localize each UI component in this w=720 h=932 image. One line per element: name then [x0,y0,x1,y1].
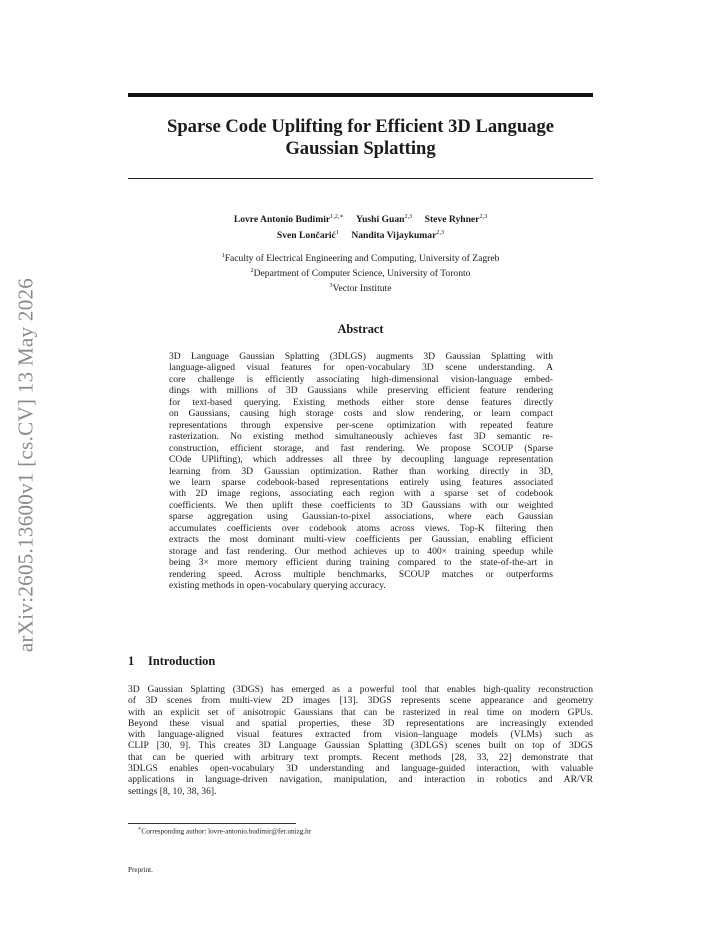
abstract-line: coefficients. We then uplift these coefficients to 3D Gaussians with our weighted [169,499,553,511]
abstract-line: rasterization. No existing method simultaneously achieves fast 3D semantic re- [169,431,553,443]
body-line: applications in language-driven navigation, manipulation, and interaction in robotics and AR/VR [128,774,593,786]
arxiv-stamp [4,250,48,680]
paper-title [128,116,593,160]
abstract-line: being 3× more memory efficient during training compared to the state-of-the-art in [169,557,553,569]
arxiv-stamp-text: arXiv:2605.13600v1 [cs.CV] 13 May 2026 [13,277,38,653]
abstract-line: extracts the most dominant multi-view coefficients per Gaussian, enabling efficient [169,534,553,546]
title-line: Sparse Code Uplifting for Efficient 3D Language [166,116,555,137]
abstract-line: 3D Language Gaussian Splatting (3DLGS) augments 3D Gaussian Splatting with [169,351,553,362]
abstract-line: learning from 3D Gaussian optimization. Rather than working directly in 3D, [169,465,553,477]
abstract-line: rendering speed. Across multiple benchmarks, SCOUP matches or outperforms [169,568,553,580]
body-line: with language-aligned visual features extracted from vision–language models (VLMs) such as [128,729,593,741]
title-top-rule [128,93,593,97]
author: Sven Lončarić$^1$ [276,229,339,242]
abstract-line: representations through expensive per-scene optimization with repeated feature [169,419,553,431]
body-line: of 3D scenes from multi-view 2D images [13]. 3DGS represents scene appearance and geometry [128,695,593,707]
author-row [128,210,593,226]
body-line: 3DLGS enables open-vocabulary 3D understanding and language-guided interaction, with valuable [128,763,593,775]
abstract-line: for text-based querying. Existing methods either store dense features directly [169,396,553,408]
abstract-line: storage and fast rendering. Our method achieves up to 400× training speedup while [169,545,553,557]
affiliation: $^3$Vector Institute [329,281,392,294]
section-heading [128,654,215,669]
abstract-body [169,351,553,592]
abstract-line: construction, efficient storage, and fast rendering. We propose SCOUP (Sparse [169,442,553,454]
body-line: with an explicit set of anisotropic Gaussians that can be rasterized in real time on modern GPUs. [128,706,593,718]
abstract-line: accumulates coefficients over codebook atoms across views. Top-K filtering then [169,522,553,534]
abstract-line: language-aligned visual features for open-vocabulary 3D scene understanding. A [169,362,553,374]
title-bottom-rule [128,178,593,179]
author: Yushi Guan$^{2,3}$ [356,213,413,226]
section-number: 1 [128,654,135,668]
title-line: Gaussian Splatting [285,138,436,159]
body-line: settings [8, 10, 38, 36]. [128,785,217,797]
abstract-line: dings with millions of 3D Gaussians while preserving efficient feature rendering [169,385,553,397]
footnote: ∗Corresponding author: lovre-antonio.budimir@fer.unizg.hr [138,827,312,836]
abstract-line: COde UPlifting), which addresses all three by decoupling language representation [169,454,553,466]
abstract-line: on Gaussians, causing high storage costs and slow rendering, or learn compact [169,408,553,420]
affiliation: $^1$Faculty of Electrical Engineering and Computing, University of Zagreb [221,252,500,265]
body-line: that can be queried with arbitrary text prompts. Recent methods [28, 33, 22] demonstrate that [128,751,593,763]
abstract-line: core challenge is efficiently associating high-dimensional vision-language embed- [169,373,553,385]
author-list [128,210,593,242]
affiliation: $^2$Department of Computer Science, University of Toronto [250,266,471,280]
preprint-label: Preprint. [128,866,153,874]
abstract-line: with 2D image regions, associating each region with a sparse set of codebook [169,488,553,500]
abstract-heading: Abstract [337,322,384,336]
body-line: Beyond these visual and spatial properties, these 3D representations are increasingly extended [128,717,593,729]
author: Steve Ryhner$^{2,3}$ [424,213,488,226]
body-line: 3D Gaussian Splatting (3DGS) has emerged as a powerful tool that enables high-quality reconstruction [128,684,593,695]
author: Nandita Vijaykumar$^{2,3}$ [351,229,445,242]
body-line: CLIP [30, 9]. This creates 3D Language Gaussian Splatting (3DLGS) scenes built on top of 3DGS [128,740,593,752]
author: Lovre Antonio Budimir$^{1,2,∗}$ [233,213,344,226]
introduction-body [128,684,593,797]
affiliation-list [128,250,593,295]
footnote-rule [128,823,296,824]
section-title: Introduction [148,654,216,668]
abstract-line: existing methods in open-vocabulary querying accuracy. [169,580,386,592]
abstract-line: we learn sparse codebook-based representations entirely using features associated [169,476,553,488]
author-row [128,226,593,242]
abstract-line: sparse aggregation using Gaussian-to-pixel associations, where each Gaussian [169,511,553,523]
